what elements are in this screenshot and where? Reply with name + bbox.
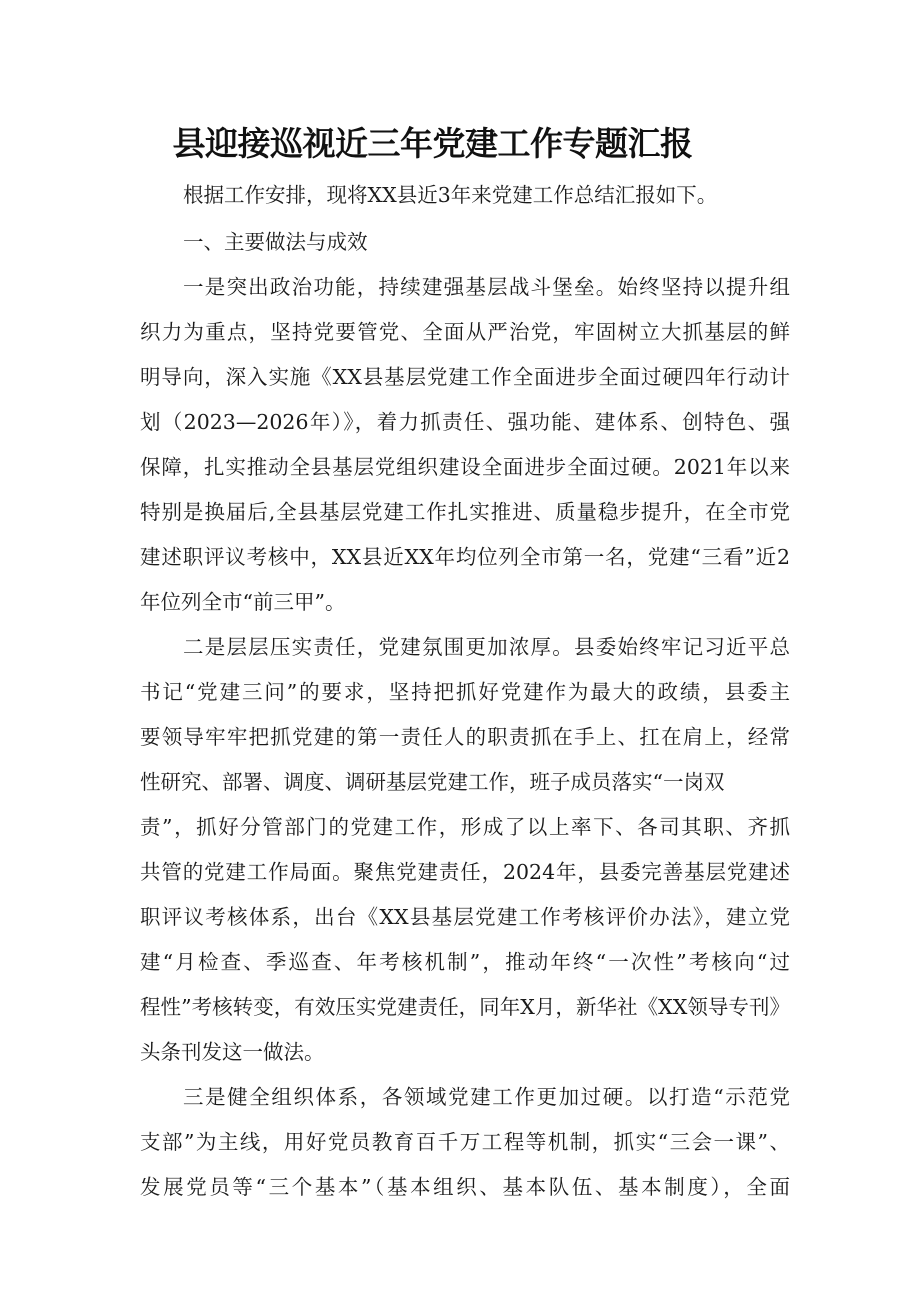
section-heading: 一、主要做法与成效 [183,230,368,254]
paragraph-line: 性研究、部署、调度、调研基层党建工作，班子成员落实“一岗双 [140,770,725,794]
document-title: 县迎接巡视近三年党建工作专题汇报 [172,124,693,163]
paragraph-line: 要领导牢牢把抓党建的第一责任人的职责抓在手上、扛在肩上，经常 [140,725,790,749]
paragraph-line: 年位列全市“前三甲”。 [140,590,346,614]
paragraph-line: 二是层层压实责任，党建氛围更加浓厚。县委始终牢记习近平总 [183,635,790,659]
paragraph-line: 保障，扎实推动全县基层党组织建设全面进步全面过硬。2021年以来 [140,455,790,479]
paragraph-line: 头条刊发这一做法。 [140,1040,325,1064]
paragraph-line: 划（2023—2026年）》，着力抓责任、强功能、建体系、创特色、强 [140,410,790,434]
paragraph-line: 共管的党建工作局面。聚焦党建责任，2024年，县委完善基层党建述 [140,860,790,884]
paragraph-line: 织力为重点，坚持党要管党、全面从严治党，牢固树立大抓基层的鲜 [140,320,790,344]
paragraph-line: 书记“党建三问”的要求，坚持把抓好党建作为最大的政绩，县委主 [140,680,790,704]
paragraph-line: 特别是换届后,全县基层党建工作扎实推进、质量稳步提升，在全市党 [140,500,790,524]
paragraph-line: 程性”考核转变，有效压实党建责任，同年X月，新华社《XX领导专刊》 [140,995,790,1019]
intro-line: 根据工作安排，现将XX县近3年来党建工作总结汇报如下。 [183,183,718,207]
paragraph-line: 明导向，深入实施《XX县基层党建工作全面进步全面过硬四年行动计 [140,365,790,389]
paragraph-line: 支部”为主线，用好党员教育百千万工程等机制，抓实“三会一课”、 [140,1130,790,1154]
paragraph-line: 发展党员等“三个基本”（基本组织、基本队伍、基本制度），全面 [140,1175,790,1199]
paragraph-line: 一是突出政治功能，持续建强基层战斗堡垒。始终坚持以提升组 [183,275,790,299]
paragraph-line: 责”，抓好分管部门的党建工作，形成了以上率下、各司其职、齐抓 [140,815,790,839]
paragraph-line: 职评议考核体系，出台《XX县基层党建工作考核评价办法》，建立党 [140,905,790,929]
paragraph-line: 建“月检查、季巡查、年考核机制”，推动年终“一次性”考核向“过 [140,950,790,974]
paragraph-line: 建述职评议考核中，XX县近XX年均位列全市第一名，党建“三看”近2 [140,545,790,569]
paragraph-line: 三是健全组织体系，各领域党建工作更加过硬。以打造“示范党 [183,1085,790,1109]
